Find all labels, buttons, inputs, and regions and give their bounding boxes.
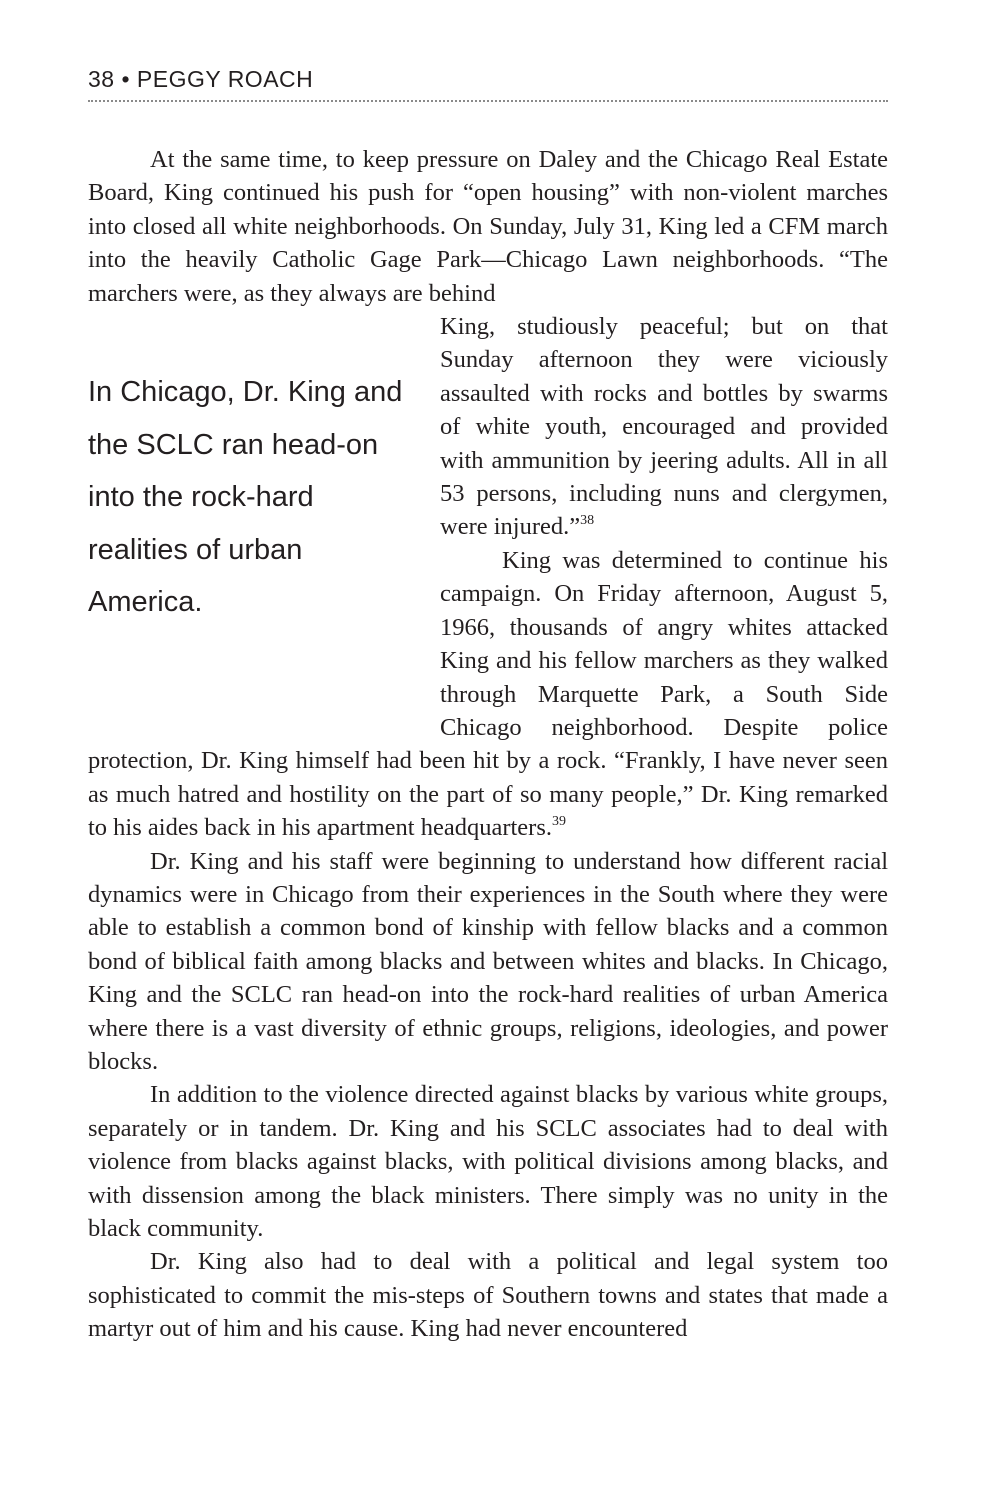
paragraph-5: Dr. King also had to deal with a political and legal system too sophisticated to commit the mis-steps of Southern towns and states that made a martyr out of him and his cause. King had never encountered <box>88 1248 888 1343</box>
paragraph-1-continued-text: King, studiously peaceful; but on that Sunday afternoon they were viciously assaulted with rocks and bottles by swarms of white youth, encouraged and provided with ammunition by jeering adults. All in all 53 persons, including nuns and clergymen, were injured.” <box>440 313 888 541</box>
paragraph-4: In addition to the violence directed against blacks by various white groups, separately or in tandem. Dr. King and his SCLC associates had to deal with violence from blacks against blacks, with political divisions among blacks, and with dissension among the black ministers. There simply was no unity in the black community. <box>88 1081 888 1242</box>
paragraph-2-text: King was determined to continue his campaign. On Friday afternoon, August 5, 1966, thousands of angry whites attacked King and his fellow marchers as they walked through Marquette Park, a South Side Chicago neighborhood. Despite police protection, Dr. King himself had been hit by a rock. “Frankly, I have never seen as much hatred and hostility on the part of so many people,” Dr. King remarked to his aides back in his apartment headquarters. <box>88 546 888 842</box>
running-head: 38 • PEGGY ROACH <box>88 66 314 92</box>
pull-quote: In Chicago, Dr. King and the SCLC ran head-on into the rock-hard realities of urban America. <box>88 376 403 619</box>
footnote-ref-39: 39 <box>552 814 566 830</box>
header-rule <box>88 100 888 102</box>
footnote-ref-38: 38 <box>580 513 595 529</box>
paragraph-1-start: At the same time, to keep pressure on Daley and the Chicago Real Estate Board, King continued his push for “open housing” with non-violent marches into closed all white neighborhoods. On Sunday, July 31, King led a CFM march into the heavily Catholic Gage Park—Chicago Lawn neighborhoods. “The marchers were, as they always are behind <box>88 146 888 307</box>
body-text <box>88 143 888 1346</box>
paragraph-3: Dr. King and his staff were beginning to understand how different racial dynamics were in Chicago from their experiences in the South where they were able to establish a common bond of kinship with fellow blacks and a common bond of biblical faith among blacks and between whites and blacks. In Chicago, King and the SCLC ran head-on into the rock-hard realities of urban America where there is a vast diversity of ethnic groups, religions, ideologies, and power blocks. <box>88 847 888 1075</box>
